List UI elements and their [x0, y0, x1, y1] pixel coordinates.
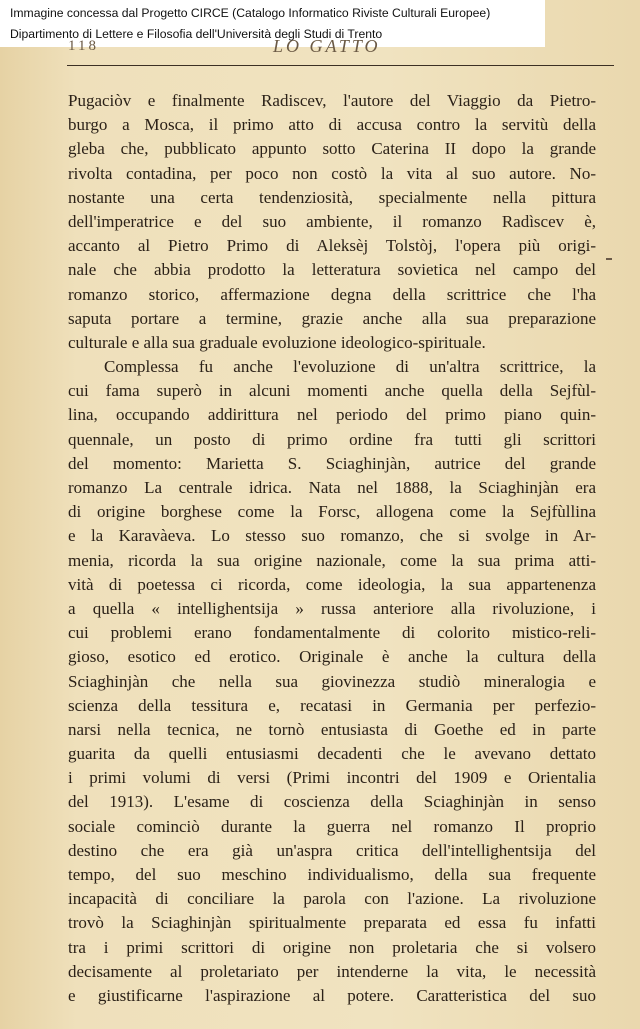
text-line: nostante una certa tendenziosità, specialmente nella pittura	[68, 187, 596, 207]
text-line: Sciaghinjàn che nella sua giovinezza studiò mineralogia e	[68, 671, 596, 691]
text-line: narsi nella tecnica, ne tornò entusiasta di Goethe ed in parte	[68, 719, 596, 739]
text-line: quennale, un posto di primo ordine fra tutti gli scrittori	[68, 429, 596, 449]
text-line: cui fama superò in alcuni momenti anche quella della Sejfùl-	[68, 381, 596, 401]
text-line: di origine borghese come la Forsc, allogena come la Sejfùllina	[68, 502, 596, 522]
text-line: gioso, esotico ed erotico. Originale è anche la cultura della	[68, 647, 596, 667]
text-line: tra i primi scrittori di origine non proletaria che si volsero	[68, 937, 596, 957]
text-line: vità di poetessa ci ricorda, come ideologia, la sua appartenenza	[68, 574, 596, 594]
page-number: 118	[68, 38, 99, 54]
text-line: trovò la Sciaghinjàn spiritualmente preparata ed essa fu infatti	[68, 913, 596, 933]
text-line: menia, ricorda la sua origine nazionale, come la sua prima atti-	[68, 550, 596, 570]
text-line: destino che era già un'aspra critica dell'intellighentsija del	[68, 840, 596, 860]
text-line: accanto al Pietro Primo di Aleksèj Tolstòj, l'opera più origi-	[68, 236, 596, 256]
text-line: gleba che, pubblicato appunto sotto Caterina II dopo la grande	[68, 139, 596, 159]
text-line: i primi volumi di versi (Primi incontri del 1909 e Orientalia	[68, 768, 596, 788]
text-line: incapacità di conciliare la parola con l'azione. La rivoluzione	[68, 889, 596, 909]
text-line: e giustificarne l'aspirazione al potere. Caratteristica del suo	[68, 985, 596, 1005]
text-line: Complessa fu anche l'evoluzione di un'altra scrittrice, la	[104, 357, 596, 377]
text-line: tempo, del suo meschino individualismo, della sua frequente	[68, 865, 596, 884]
text-line: decisamente al proletariato per intenderne la vita, le necessità	[68, 961, 596, 981]
text-line: scienza della tessitura e, recatasi in Germania per perfezio-	[68, 695, 596, 715]
text-line: a quella « intellighentsija » russa anteriore alla rivoluzione, i	[68, 598, 596, 618]
text-line: Pugaciòv e finalmente Radiscev, l'autore del Viaggio da Pietro-	[68, 91, 596, 110]
attribution-line-2: Dipartimento di Lettere e Filosofia dell'Università degli Studi di Trento	[10, 27, 383, 41]
text-line: dell'imperatrice e del suo ambiente, il romanzo Radìscev è,	[68, 211, 596, 231]
running-header	[68, 34, 613, 64]
attribution-line-1: Immagine concessa dal Progetto CIRCE (Catalogo Informatico Riviste Culturali Europee)	[10, 6, 491, 20]
text-line: burgo a Mosca, il primo atto di accusa contro la servitù della	[68, 115, 596, 135]
text-line: saputa portare a termine, grazie anche alla sua preparazione	[68, 308, 596, 328]
body-text	[68, 89, 596, 1008]
text-line: romanzo storico, affermazione degna della scrittrice che l'ha	[68, 284, 596, 304]
text-line: culturale e alla sua graduale evoluzione ideologico-spirituale.	[68, 332, 486, 352]
text-line: nale che abbia prodotto la letteratura sovietica nel campo del	[68, 260, 596, 280]
margin-mark	[606, 258, 612, 260]
text-line: sociale cominciò durante la guerra nel romanzo Il proprio	[68, 816, 596, 836]
text-line: cui problemi erano fondamentalmente di colorito mistico-reli-	[68, 623, 596, 643]
text-line: e la Karavàeva. Lo stesso suo romanzo, che si svolge in Ar-	[68, 526, 596, 546]
text-line: del 1913). L'esame di coscienza della Sciaghinjàn in senso	[68, 792, 596, 812]
text-line: lina, occupando addirittura nel periodo del primo piano quin-	[68, 405, 596, 425]
running-title: LO GATTO	[273, 36, 381, 56]
text-line: del momento: Marietta S. Sciaghinjàn, autrice del grande	[68, 453, 596, 473]
text-line: guarita da quelli entusiasmi decadenti che le avevano dettato	[68, 744, 596, 764]
text-line: rivolta contadina, per poco non costò la vita al suo autore. No-	[68, 163, 596, 183]
text-line: romanzo La centrale idrica. Nata nel 1888, la Sciaghinjàn era	[68, 478, 596, 497]
header-rule	[67, 65, 614, 66]
